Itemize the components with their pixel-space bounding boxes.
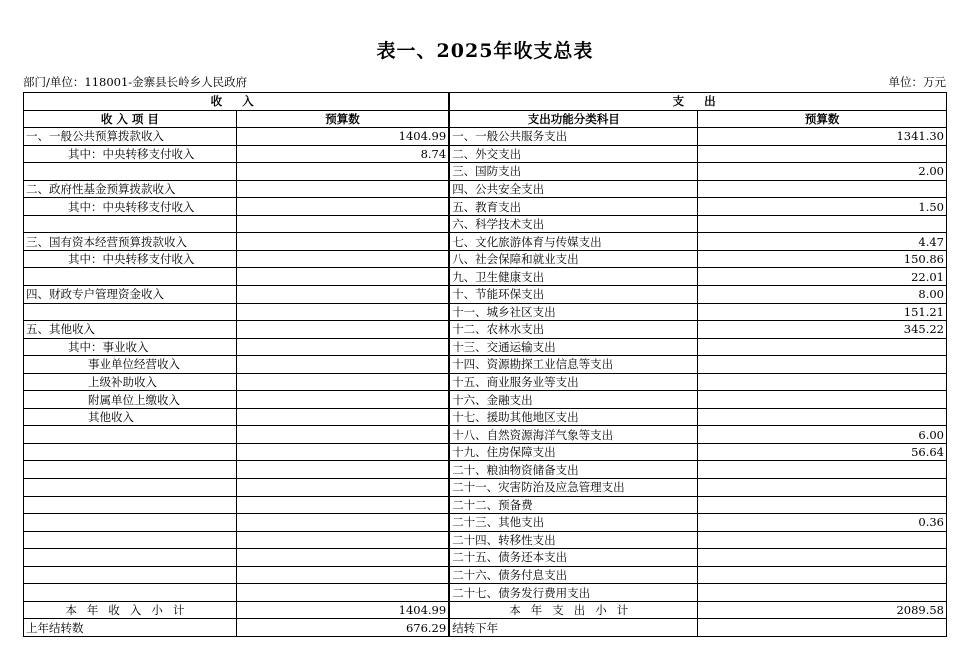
carryover-expense-value	[698, 619, 947, 637]
income-value-cell	[236, 443, 449, 461]
income-value-cell	[236, 215, 449, 233]
income-item-cell: 一、一般公共预算拨款收入	[24, 128, 237, 146]
expense-item-cell: 三、国防支出	[449, 163, 698, 181]
table-row	[24, 198, 947, 216]
expense-item-cell: 十四、资源勘探工业信息等支出	[449, 356, 698, 374]
income-value-cell	[236, 321, 449, 339]
table-row	[24, 549, 947, 567]
income-value-cell: 8.74	[236, 145, 449, 163]
department-label: 部门/单位：118001-金寨县长岭乡人民政府	[23, 75, 248, 89]
expense-header: 支 出	[449, 93, 946, 111]
expense-value-cell: 4.47	[698, 233, 947, 251]
expense-value-cell	[698, 496, 947, 514]
expense-item-cell: 二十二、预备费	[449, 496, 698, 514]
table-row	[24, 250, 947, 268]
income-item-cell	[24, 549, 237, 567]
income-value-cell	[236, 531, 449, 549]
expense-value-cell: 8.00	[698, 286, 947, 304]
income-item-cell: 其中：中央转移支付收入	[24, 250, 237, 268]
income-item-cell: 三、国有资本经营预算拨款收入	[24, 233, 237, 251]
unit-label: 单位：万元	[888, 75, 946, 89]
expense-item-cell: 二十一、灾害防治及应急管理支出	[449, 479, 698, 497]
income-value-cell	[236, 426, 449, 444]
income-item-cell	[24, 461, 237, 479]
expense-item-cell: 十五、商业服务业等支出	[449, 373, 698, 391]
expense-item-cell: 十一、城乡社区支出	[449, 303, 698, 321]
income-value-cell	[236, 356, 449, 374]
header-row-main	[24, 93, 947, 111]
income-item-cell	[24, 496, 237, 514]
expense-value-cell: 1341.30	[698, 128, 947, 146]
income-value-cell	[236, 408, 449, 426]
table-row	[24, 128, 947, 146]
expense-value-cell	[698, 338, 947, 356]
income-item-cell	[24, 514, 237, 532]
table-row	[24, 566, 947, 584]
expense-item-cell: 二十五、债务还本支出	[449, 549, 698, 567]
expense-item-cell: 十九、住房保障支出	[449, 443, 698, 461]
carryover-income-value: 676.29	[236, 619, 449, 637]
table-row	[24, 514, 947, 532]
expense-item-cell: 十六、金融支出	[449, 391, 698, 409]
table-row	[24, 163, 947, 181]
table-row	[24, 338, 947, 356]
income-item-cell: 附属单位上缴收入	[24, 391, 237, 409]
table-row	[24, 268, 947, 286]
income-item-cell	[24, 584, 237, 602]
expense-value-cell: 2.00	[698, 163, 947, 181]
income-item-cell: 二、政府性基金预算拨款收入	[24, 180, 237, 198]
income-item-cell	[24, 163, 237, 181]
income-value-cell	[236, 198, 449, 216]
expense-item-cell: 二十六、债务付息支出	[449, 566, 698, 584]
income-item-cell: 其中：事业收入	[24, 338, 237, 356]
expense-value-cell: 22.01	[698, 268, 947, 286]
expense-item-cell: 八、社会保障和就业支出	[449, 250, 698, 268]
expense-item-cell: 十七、援助其他地区支出	[449, 408, 698, 426]
income-value-cell: 1404.99	[236, 128, 449, 146]
income-header: 收 入	[24, 93, 450, 111]
expense-budget-header: 预算数	[698, 110, 947, 128]
income-item-cell: 事业单位经营收入	[24, 356, 237, 374]
expense-item-cell: 二十三、其他支出	[449, 514, 698, 532]
income-budget-header: 预算数	[236, 110, 449, 128]
income-item-cell	[24, 215, 237, 233]
income-value-cell	[236, 584, 449, 602]
expense-item-cell: 一、一般公共服务支出	[449, 128, 698, 146]
page-title: 表一、2025年收支总表	[376, 40, 594, 62]
expense-value-cell	[698, 391, 947, 409]
expense-subtotal-label: 本年支出小计	[449, 601, 698, 619]
income-value-cell	[236, 180, 449, 198]
table-row	[24, 391, 947, 409]
expense-item-cell: 四、公共安全支出	[449, 180, 698, 198]
income-value-cell	[236, 250, 449, 268]
income-item-cell: 其他收入	[24, 408, 237, 426]
table-row	[24, 321, 947, 339]
expense-value-cell	[698, 145, 947, 163]
income-value-cell	[236, 566, 449, 584]
income-value-cell	[236, 479, 449, 497]
income-item-cell	[24, 443, 237, 461]
expense-value-cell	[698, 180, 947, 198]
expense-value-cell: 56.64	[698, 443, 947, 461]
expense-value-cell: 150.86	[698, 250, 947, 268]
expense-item-cell: 五、教育支出	[449, 198, 698, 216]
table-row	[24, 461, 947, 479]
income-value-cell	[236, 549, 449, 567]
expense-value-cell: 1.50	[698, 198, 947, 216]
table-row	[24, 286, 947, 304]
income-value-cell	[236, 303, 449, 321]
income-value-cell	[236, 461, 449, 479]
expense-value-cell: 6.00	[698, 426, 947, 444]
table-row	[24, 180, 947, 198]
income-item-cell: 五、其他收入	[24, 321, 237, 339]
expense-value-cell	[698, 215, 947, 233]
expense-item-cell: 九、卫生健康支出	[449, 268, 698, 286]
income-value-cell	[236, 268, 449, 286]
income-value-cell	[236, 373, 449, 391]
table-row	[24, 531, 947, 549]
carryover-income-label: 上年结转数	[24, 619, 237, 637]
income-value-cell	[236, 233, 449, 251]
expense-item-cell: 十、节能环保支出	[449, 286, 698, 304]
expense-value-cell	[698, 584, 947, 602]
income-subtotal-label: 本年收入小计	[24, 601, 237, 619]
expense-item-cell: 二十七、债务发行费用支出	[449, 584, 698, 602]
budget-table	[23, 92, 947, 637]
expense-value-cell	[698, 461, 947, 479]
income-item-cell: 上级补助收入	[24, 373, 237, 391]
income-item-cell: 其中：中央转移支付收入	[24, 198, 237, 216]
income-value-cell	[236, 338, 449, 356]
expense-item-cell: 二十、粮油物资储备支出	[449, 461, 698, 479]
subtotal-row	[24, 601, 947, 619]
expense-value-cell: 0.36	[698, 514, 947, 532]
carryover-row	[24, 619, 947, 637]
expense-item-cell: 十三、交通运输支出	[449, 338, 698, 356]
table-row	[24, 408, 947, 426]
table-row	[24, 479, 947, 497]
expense-subtotal-value: 2089.58	[698, 601, 947, 619]
income-value-cell	[236, 496, 449, 514]
income-item-header: 收 入 项 目	[24, 110, 237, 128]
expense-value-cell: 345.22	[698, 321, 947, 339]
income-item-cell	[24, 531, 237, 549]
table-row	[24, 426, 947, 444]
expense-item-cell: 七、文化旅游体育与传媒支出	[449, 233, 698, 251]
income-item-cell	[24, 479, 237, 497]
expense-item-header: 支出功能分类科目	[449, 110, 698, 128]
expense-value-cell	[698, 549, 947, 567]
expense-value-cell	[698, 408, 947, 426]
table-row	[24, 373, 947, 391]
expense-value-cell	[698, 566, 947, 584]
expense-value-cell	[698, 479, 947, 497]
expense-value-cell: 151.21	[698, 303, 947, 321]
income-item-cell: 其中：中央转移支付收入	[24, 145, 237, 163]
income-value-cell	[236, 514, 449, 532]
expense-item-cell: 十八、自然资源海洋气象等支出	[449, 426, 698, 444]
table-row	[24, 215, 947, 233]
table-row	[24, 496, 947, 514]
income-item-cell: 四、财政专户管理资金收入	[24, 286, 237, 304]
income-item-cell	[24, 426, 237, 444]
income-item-cell	[24, 566, 237, 584]
table-row	[24, 233, 947, 251]
income-value-cell	[236, 391, 449, 409]
income-subtotal-value: 1404.99	[236, 601, 449, 619]
table-row	[24, 145, 947, 163]
expense-item-cell: 六、科学技术支出	[449, 215, 698, 233]
income-item-cell	[24, 268, 237, 286]
expense-item-cell: 二十四、转移性支出	[449, 531, 698, 549]
income-value-cell	[236, 163, 449, 181]
table-row	[24, 443, 947, 461]
carryover-expense-label: 结转下年	[449, 619, 698, 637]
expense-value-cell	[698, 373, 947, 391]
expense-value-cell	[698, 531, 947, 549]
expense-value-cell	[698, 356, 947, 374]
expense-item-cell: 二、外交支出	[449, 145, 698, 163]
header-row-sub	[24, 110, 947, 128]
expense-item-cell: 十二、农林水支出	[449, 321, 698, 339]
income-item-cell	[24, 303, 237, 321]
table-row	[24, 584, 947, 602]
table-row	[24, 356, 947, 374]
income-value-cell	[236, 286, 449, 304]
table-row	[24, 303, 947, 321]
